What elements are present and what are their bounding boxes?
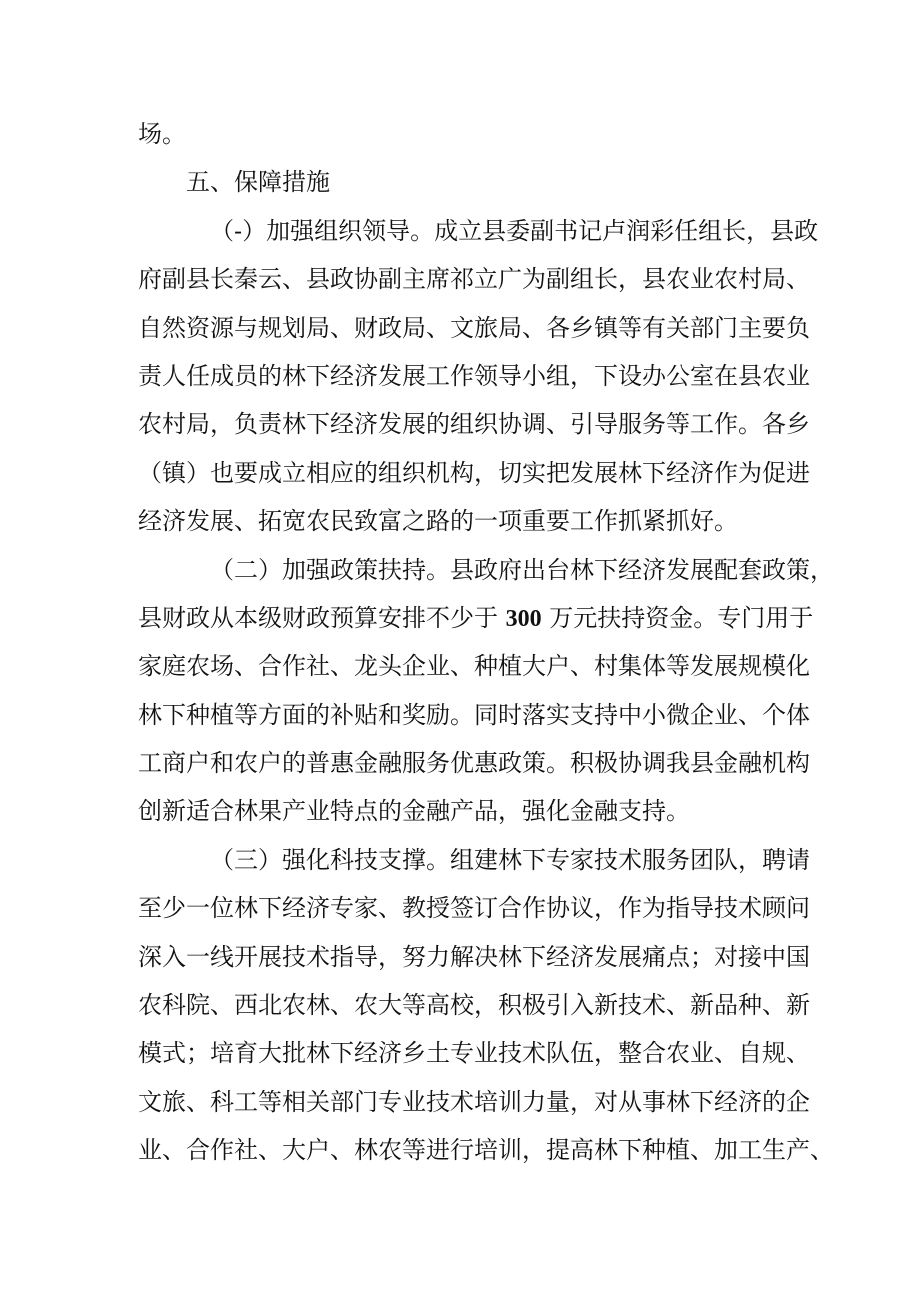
section-heading: 五、保障措施 <box>186 168 330 197</box>
text-line: 林下种植等方面的补贴和奖励。同时落实支持中小微企业、个体 <box>138 700 810 729</box>
text-line: 至少一位林下经济专家、教授签订合作协议，作为指导技术顾问 <box>138 894 810 923</box>
text-fragment: 万元扶持资金。专门用于 <box>549 603 814 632</box>
text-line: 农科院、西北农林、农大等高校，积极引入新技术、新品种、新 <box>138 991 810 1020</box>
amount-number: 300 <box>505 605 542 632</box>
text-line: 场。 <box>138 120 186 148</box>
text-line: 创新适合林果产业特点的金融产品，强化金融支持。 <box>138 797 690 826</box>
text-line: 工商户和农户的普惠金融服务优惠政策。积极协调我县金融机构 <box>138 749 810 778</box>
paragraph-start-line: （-）加强组织领导。成立县委副书记卢润彩任组长，县政 <box>210 216 819 245</box>
text-line: 自然资源与规划局、财政局、文旅局、各乡镇等有关部门主要负 <box>138 313 810 342</box>
text-line: 深入一线开展技术指导，努力解决林下经济发展痛点；对接中国 <box>138 942 810 971</box>
document-body <box>138 110 834 1175</box>
text-line: 业、合作社、大户、林农等进行培训，提高林下种植、加工生产、 <box>138 1136 834 1165</box>
text-line: 农村局，负责林下经济发展的组织协调、引导服务等工作。各乡 <box>138 410 810 439</box>
text-line: 府副县长秦云、县政协副主席祁立广为副组长，县农业农村局、 <box>138 265 810 294</box>
paragraph-start-line: （二）加强政策扶持。县政府出台林下经济发展配套政策， <box>210 555 834 584</box>
text-line: 责人任成员的林下经济发展工作领导小组，下设办公室在县农业 <box>138 361 810 390</box>
text-line: 经济发展、拓宽农民致富之路的一项重要工作抓紧抓好。 <box>138 507 738 536</box>
text-line: 家庭农场、合作社、龙头企业、种植大户、村集体等发展规模化 <box>138 652 810 681</box>
text-line: 模式；培育大批林下经济乡土专业技术队伍，整合农业、自规、 <box>138 1039 810 1068</box>
text-line: （镇）也要成立相应的组织机构，切实把发展林下经济作为促进 <box>138 458 810 487</box>
text-line: 文旅、科工等相关部门专业技术培训力量，对从事林下经济的企 <box>138 1087 810 1116</box>
text-line <box>138 594 814 642</box>
text-fragment: 县财政从本级财政预算安排不少于 <box>138 603 498 632</box>
paragraph-start-line: （三）强化科技支撑。组建林下专家技术服务团队，聘请 <box>210 845 810 874</box>
